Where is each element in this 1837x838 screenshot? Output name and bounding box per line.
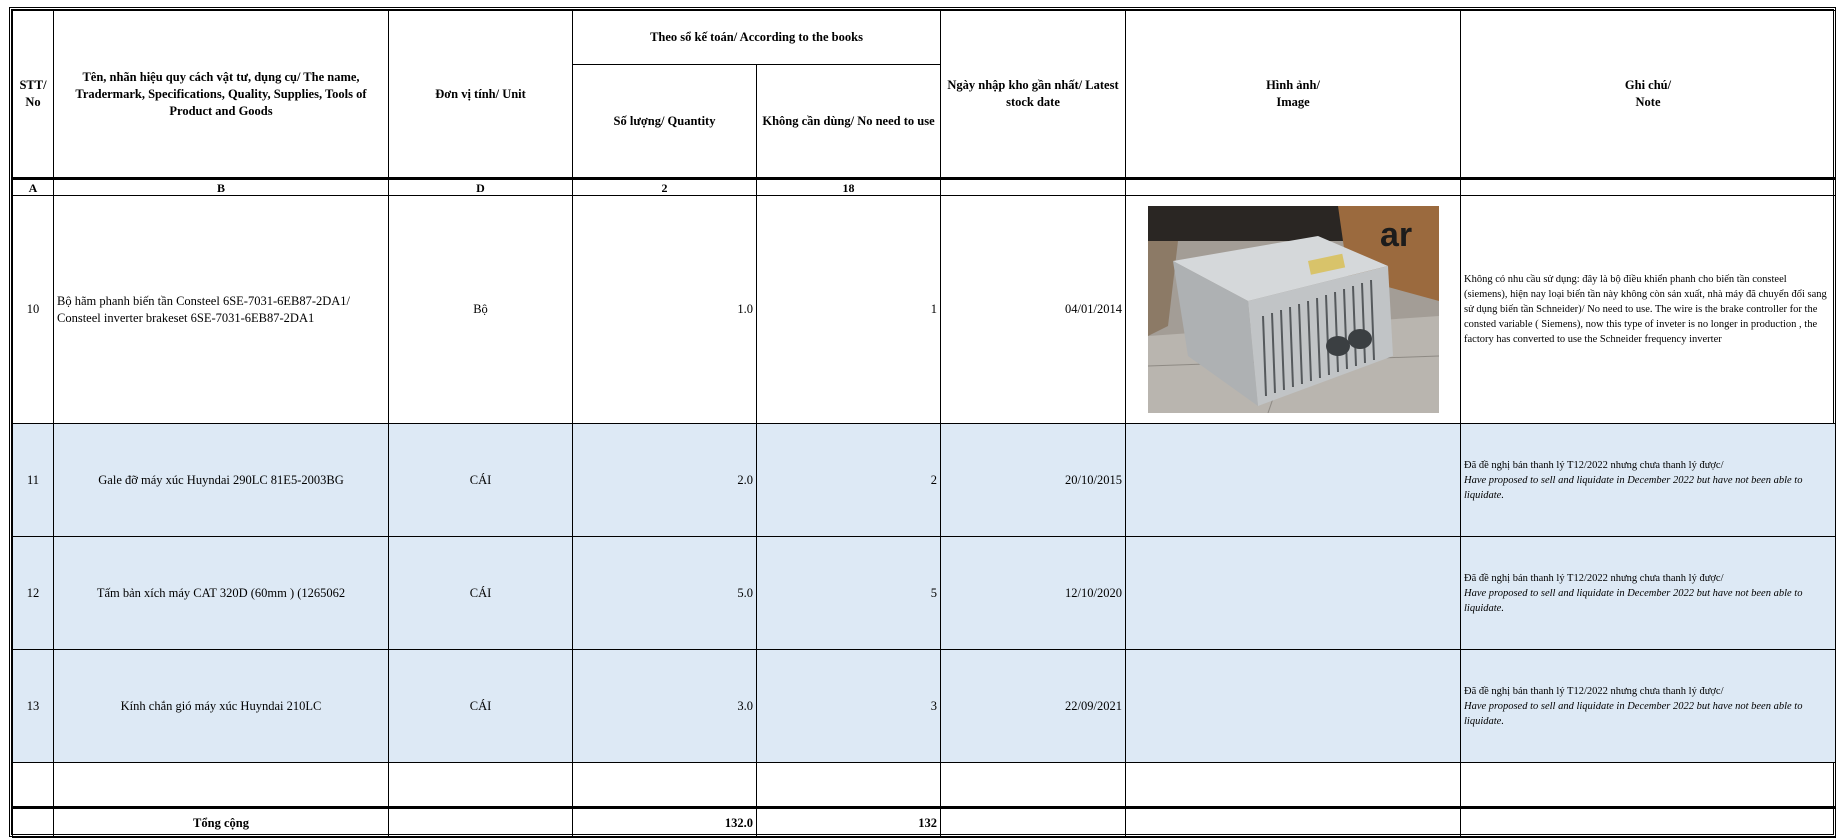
cell-no-need: 2 [757,424,941,537]
note-vi: Đã đề nghị bán thanh lý T12/2022 nhưng chưa thanh lý được/ [1464,459,1724,471]
cell-name: Kính chắn gió máy xúc Huyndai 210LC [54,650,389,763]
empty-cell [54,763,389,808]
cell-quantity: 5.0 [573,537,757,650]
letter-quantity: 2 [573,179,757,196]
header-books: Theo sổ kế toán/ According to the books [573,11,941,65]
inventory-table [12,10,1836,838]
total-empty [389,808,573,838]
empty-cell [941,763,1126,808]
column-letter-row [13,179,1836,196]
cell-image [1126,650,1461,763]
cell-no: 12 [13,537,54,650]
header-image-l2: Image [1276,95,1310,109]
cell-name: Bộ hãm phanh biến tần Consteel 6SE-7031-6EB87-2DA1/ Consteel inverter brakeset 6SE-7031-6EB87-2DA1 [54,196,389,424]
empty-cell [389,763,573,808]
empty-cell [13,763,54,808]
cell-unit: CÁI [389,650,573,763]
cell-image [1126,196,1461,424]
header-image [1126,11,1461,179]
letter-empty [1126,179,1461,196]
cell-stock-date: 22/09/2021 [941,650,1126,763]
cell-image [1126,424,1461,537]
header-note [1461,11,1836,179]
cell-image [1126,537,1461,650]
letter-d: D [389,179,573,196]
header-note-l1: Ghi chú/ [1624,78,1672,92]
header-no: STT/ No [13,11,54,179]
total-empty [13,808,54,838]
header-stock-date: Ngày nhập kho gần nhất/ Latest stock date [941,11,1126,179]
cell-stock-date: 12/10/2020 [941,537,1126,650]
cell-no: 13 [13,650,54,763]
empty-cell [573,763,757,808]
table-row [13,424,1836,537]
header-image-l1: Hình ảnh/ [1266,78,1320,92]
product-photo [1148,206,1439,413]
svg-text:ar: ar [1379,216,1412,254]
table-row [13,650,1836,763]
cell-note: Không có nhu cầu sử dụng: đây là bộ điều khiển phanh cho biến tần consteel (siemens), hiện nay loại biến tần này không còn sản xuất, nhà máy đã chuyển đổi sang sử dụng biến tần Schneider)/ No need to use. The wire is the brake controller for the consted variable ( Siemens), now this type of inveter is no longer in production , the factory has converted to use the Schneider frequency inverter [1461,196,1836,424]
total-no-need: 132 [757,808,941,838]
cell-name: Tấm bản xích máy CAT 320D (60mm ) (1265062 [54,537,389,650]
note-en: Have proposed to sell and liquidate in December 2022 but have not been able to liquidate. [1464,700,1803,727]
cell-unit: Bộ [389,196,573,424]
empty-row [13,763,1836,808]
header-note-l2: Note [1635,95,1661,109]
table-row [13,537,1836,650]
header-name: Tên, nhãn hiệu quy cách vật tư, dụng cụ/ The name, Tradermark, Specifications, Quality, Supplies, Tools of Product and Goods [54,11,389,179]
note-vi: Đã đề nghị bán thanh lý T12/2022 nhưng chưa thanh lý được/ [1464,572,1724,584]
cell-note [1461,424,1836,537]
cell-quantity: 1.0 [573,196,757,424]
cell-quantity: 2.0 [573,424,757,537]
letter-no-need: 18 [757,179,941,196]
letter-empty [1461,179,1836,196]
empty-cell [1461,763,1836,808]
total-row [13,808,1836,838]
note-en: Have proposed to sell and liquidate in December 2022 but have not been able to liquidate. [1464,587,1803,614]
empty-cell [1126,763,1461,808]
note-vi: Đã đề nghị bán thanh lý T12/2022 nhưng chưa thanh lý được/ [1464,685,1724,697]
total-quantity: 132.0 [573,808,757,838]
cell-no-need: 3 [757,650,941,763]
total-label: Tổng cộng [54,808,389,838]
cell-no-need: 1 [757,196,941,424]
note-en: Have proposed to sell and liquidate in December 2022 but have not been able to liquidate. [1464,474,1803,501]
cell-unit: CÁI [389,424,573,537]
cell-note [1461,650,1836,763]
header-row-1 [13,11,1836,65]
total-empty [941,808,1126,838]
letter-empty [941,179,1126,196]
total-empty [1126,808,1461,838]
cell-unit: CÁI [389,537,573,650]
letter-b: B [54,179,389,196]
header-quantity: Số lượng/ Quantity [573,65,757,179]
empty-cell [757,763,941,808]
cell-no: 11 [13,424,54,537]
cell-no-need: 5 [757,537,941,650]
header-no-need: Không cần dùng/ No need to use [757,65,941,179]
cell-quantity: 3.0 [573,650,757,763]
cell-stock-date: 04/01/2014 [941,196,1126,424]
cell-note [1461,537,1836,650]
letter-a: A [13,179,54,196]
cell-no: 10 [13,196,54,424]
header-unit: Đơn vị tính/ Unit [389,11,573,179]
cell-name: Gale đỡ máy xúc Huyndai 290LC 81E5-2003BG [54,424,389,537]
cell-stock-date: 20/10/2015 [941,424,1126,537]
total-empty [1461,808,1836,838]
table-row [13,196,1836,424]
brake-unit-photo-graphic [1148,206,1439,413]
